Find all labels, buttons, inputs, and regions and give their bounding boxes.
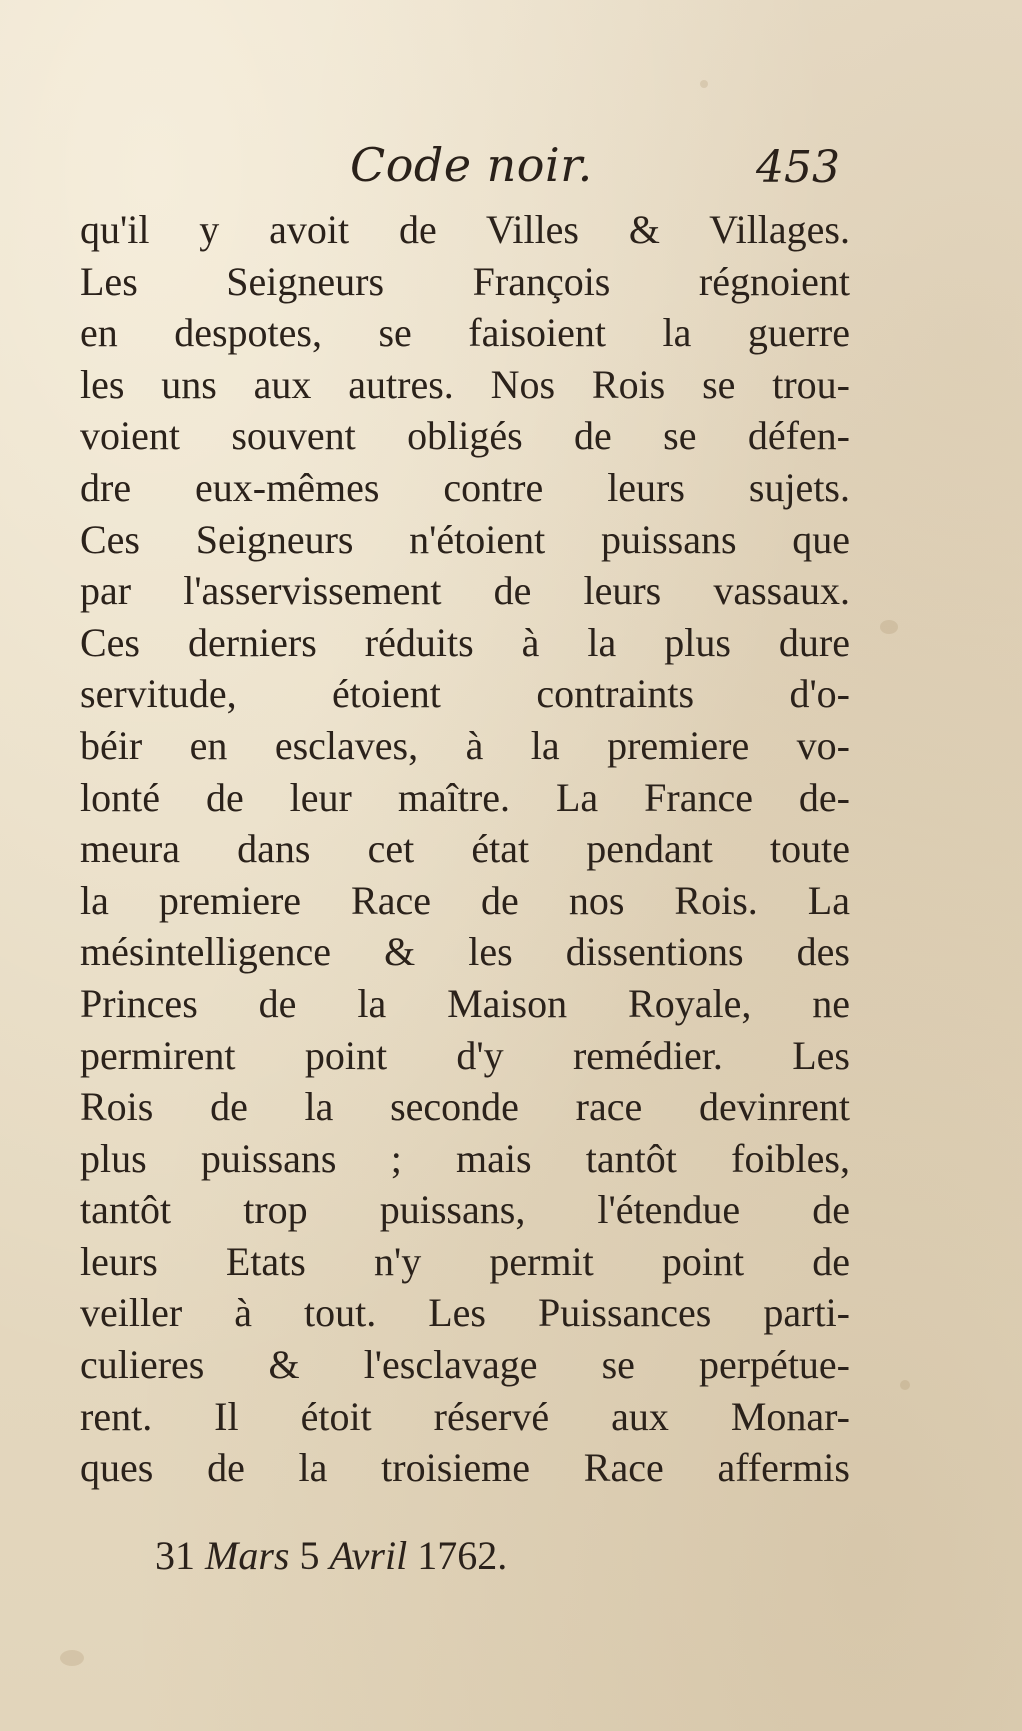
text-line: meura dans cet état pendant toute (80, 826, 850, 872)
text-line: tantôt trop puissans, l'étendue de (80, 1187, 850, 1233)
text-line: Ces Seigneurs n'étoient puissans que (80, 516, 850, 562)
text-line: les uns aux autres. Nos Rois se trou- (80, 361, 850, 407)
page-header (80, 138, 850, 204)
running-title: Code noir. (350, 138, 593, 192)
text-line: plus puissans ; mais tantôt foibles, (80, 1135, 850, 1181)
footer-month-1: Mars (205, 1533, 290, 1578)
paper-stain (880, 620, 898, 634)
text-line: Ces derniers réduits à la plus dure (80, 619, 850, 665)
text-line: permirent point d'y remédier. Les (80, 1032, 850, 1078)
text-line: Princes de la Maison Royale, ne (80, 980, 850, 1026)
text-line: voient souvent obligés de se défen- (80, 413, 850, 459)
text-line: en despotes, se faisoient la guerre (80, 310, 850, 356)
text-line: ques de la troisieme Race affermis (80, 1445, 850, 1491)
paper-stain (700, 80, 708, 88)
date-footer (155, 1532, 755, 1592)
footer-year: 1762. (417, 1533, 508, 1578)
text-line: rent. Il étoit réservé aux Monar- (80, 1393, 850, 1439)
paper-stain (60, 1650, 84, 1666)
text-line: culieres & l'esclavage se perpétue- (80, 1342, 850, 1388)
footer-month-2: Avril (329, 1533, 408, 1578)
text-line: leurs Etats n'y permit point de (80, 1238, 850, 1284)
footer-day-1: 31 (155, 1533, 195, 1578)
text-line: servitude, étoient contraints d'o- (80, 671, 850, 717)
text-line: Rois de la seconde race devinrent (80, 1084, 850, 1130)
body-text (80, 204, 850, 1494)
text-line: dre eux-mêmes contre leurs sujets. (80, 464, 850, 510)
paper-stain (900, 1380, 910, 1390)
text-line: par l'asservissement de leurs vassaux. (80, 568, 850, 614)
text-line: Les Seigneurs François régnoient (80, 258, 850, 304)
text-line: lonté de leur maître. La France de- (80, 774, 850, 820)
text-line: béir en esclaves, à la premiere vo- (80, 722, 850, 768)
footer-day-2: 5 (299, 1533, 320, 1578)
text-line: mésintelligence & les dissentions des (80, 929, 850, 975)
text-line: veiller à tout. Les Puissances parti- (80, 1290, 850, 1336)
text-line: qu'il y avoit de Villes & Villages. (80, 207, 850, 252)
text-line: la premiere Race de nos Rois. La (80, 877, 850, 923)
page-number: 453 (756, 142, 840, 193)
